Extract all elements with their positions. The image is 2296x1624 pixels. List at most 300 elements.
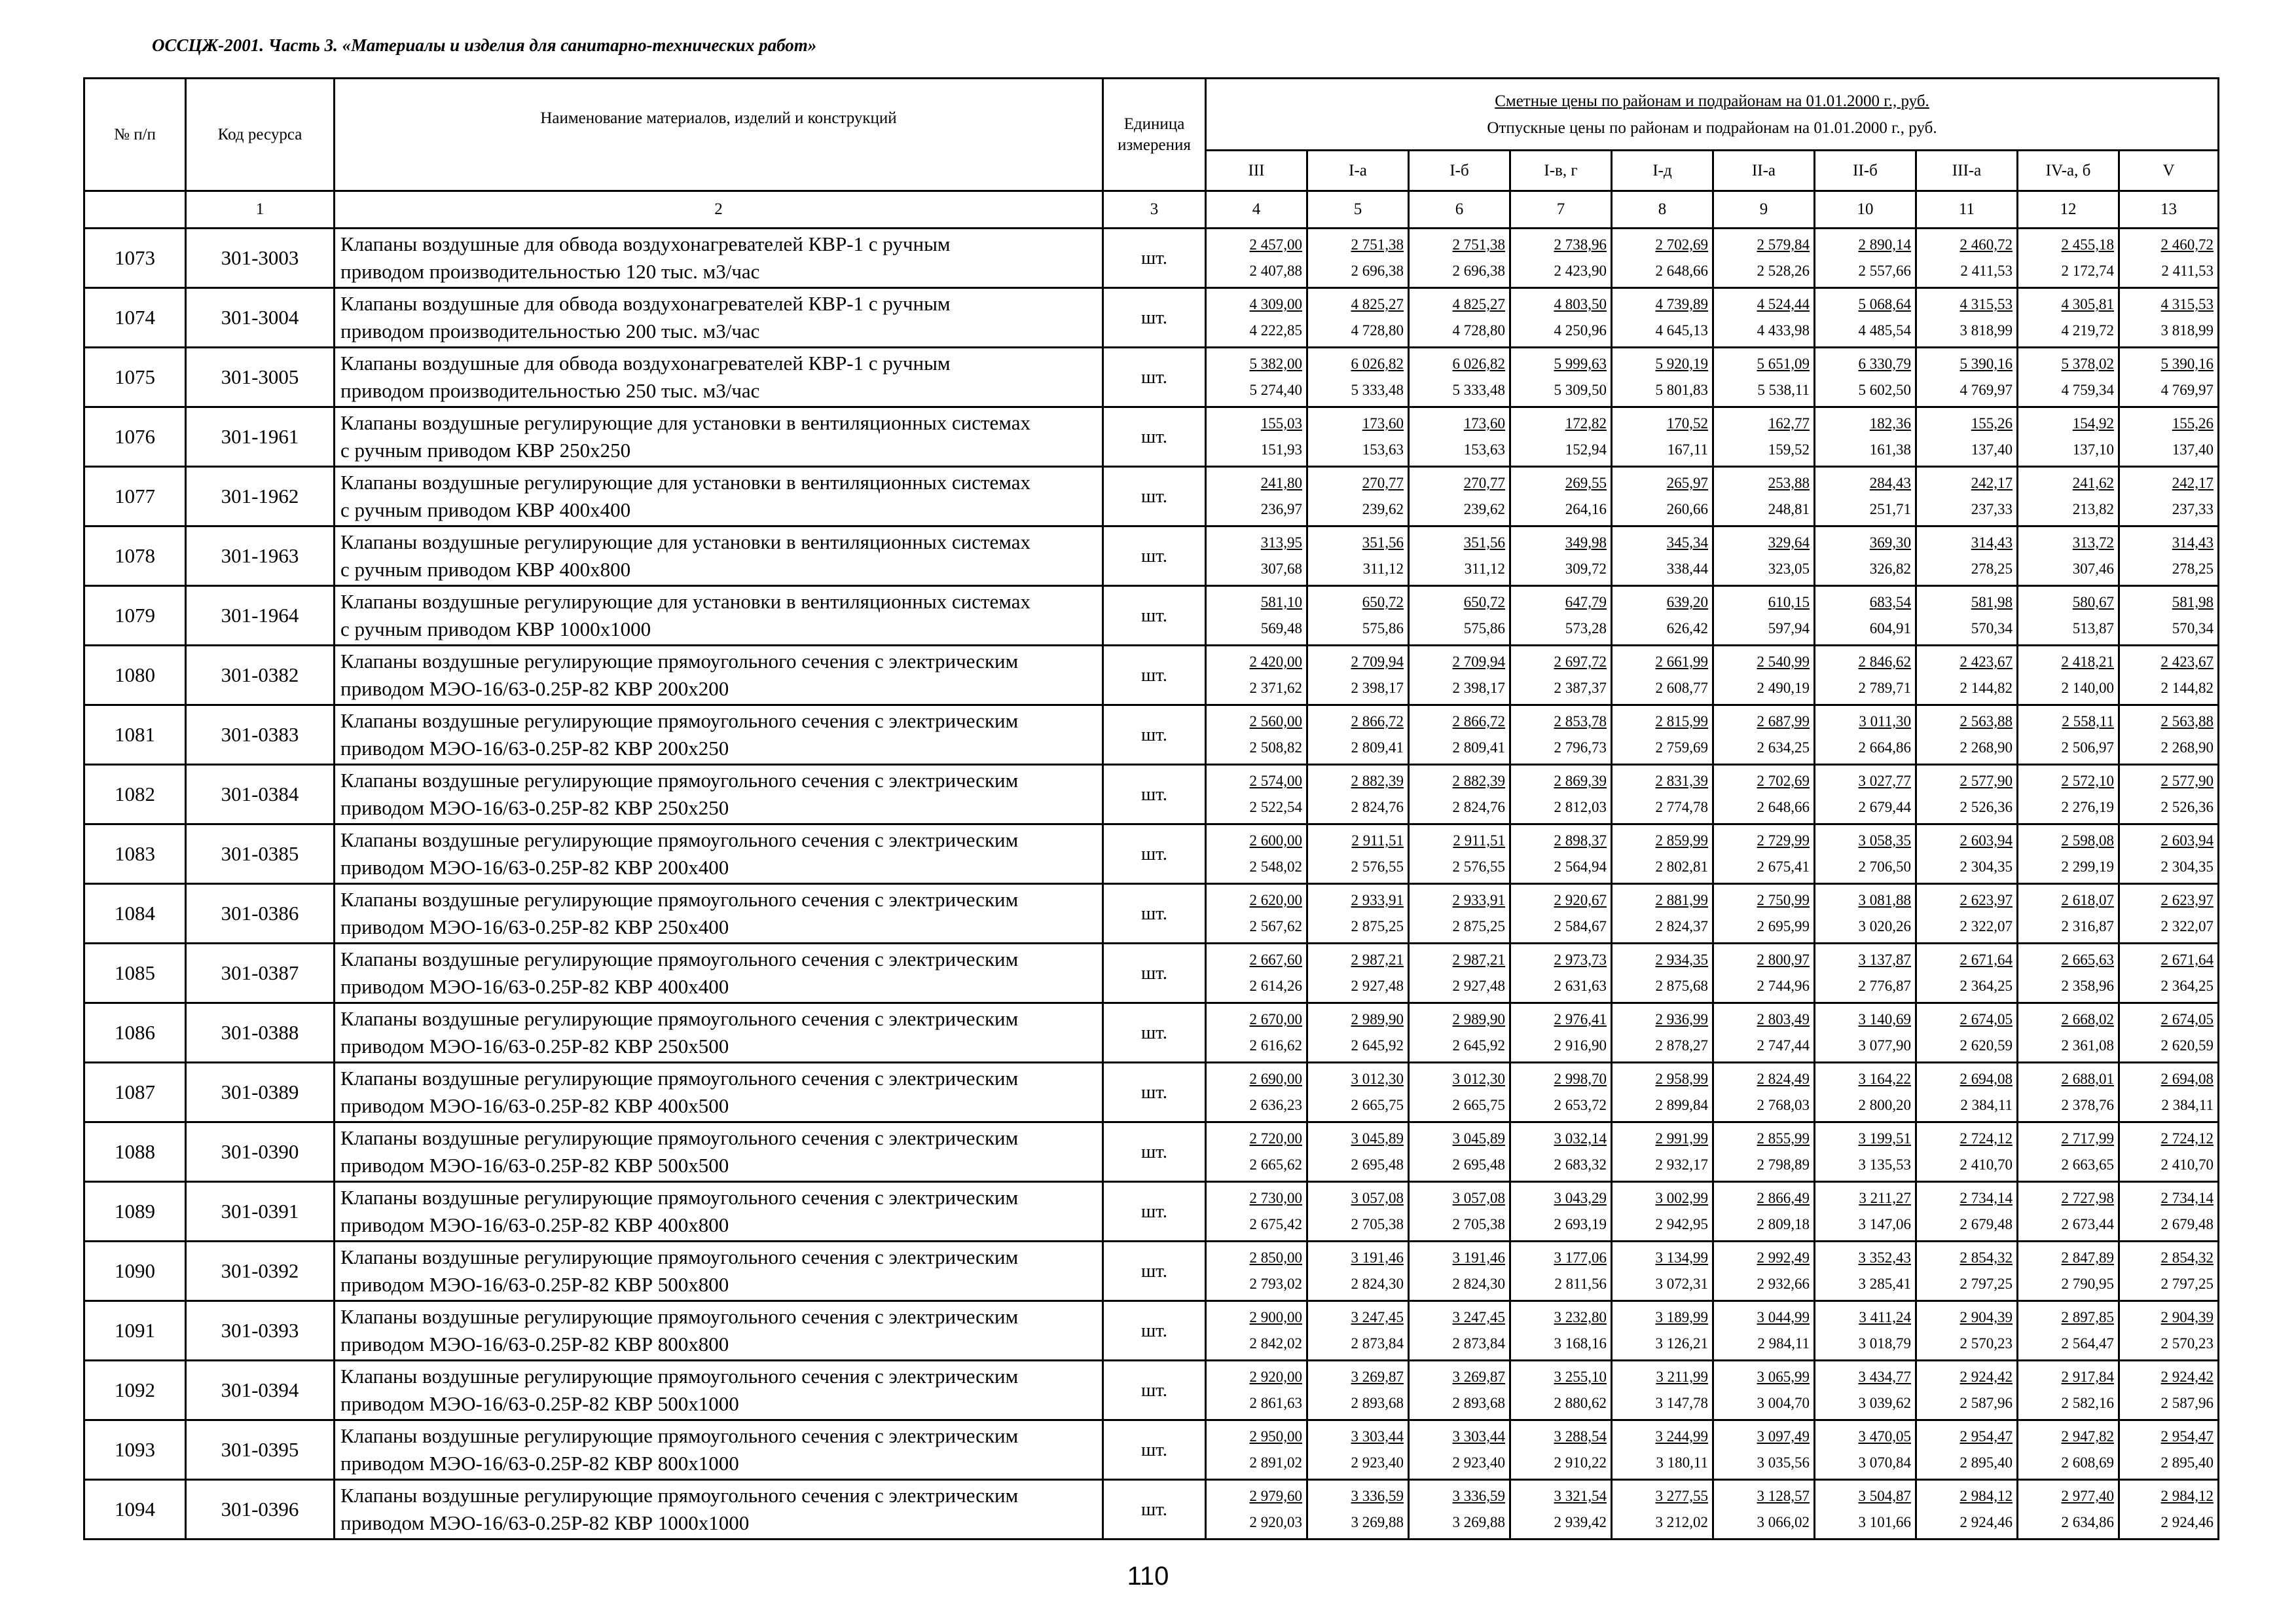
material-name bbox=[335, 288, 1103, 348]
material-name-line-1: Клапаны воздушные регулирующие прямоугольного сечения с электрическим bbox=[340, 888, 1019, 912]
selling-price: 2 802,81 bbox=[1655, 858, 1708, 875]
estimated-price: 580,67 bbox=[2072, 594, 2114, 610]
price-cell bbox=[1713, 824, 1815, 884]
selling-price: 2 587,96 bbox=[2160, 1395, 2214, 1411]
price-cell bbox=[1612, 765, 1713, 824]
price-cell bbox=[1409, 288, 1510, 348]
selling-price: 2 322,07 bbox=[2160, 918, 2214, 934]
selling-price: 2 172,74 bbox=[2061, 263, 2114, 279]
table-row bbox=[84, 765, 2219, 824]
material-name-line-2: приводом МЭО-16/63-0.25Р-82 КВР 250x500 bbox=[340, 1035, 729, 1058]
selling-price: 3 018,79 bbox=[1858, 1335, 1911, 1352]
selling-price: 2 268,90 bbox=[2160, 739, 2214, 756]
selling-price: 2 939,42 bbox=[1554, 1514, 1607, 1530]
material-name-line-1: Клапаны воздушные для обвода воздухонагревателей КВР-1 с ручным bbox=[340, 232, 951, 256]
material-name-line-1: Клапаны воздушные регулирующие прямоугольного сечения с электрическим bbox=[340, 1305, 1019, 1329]
price-cell bbox=[2119, 348, 2219, 407]
column-number: 8 bbox=[1612, 191, 1713, 229]
price-cell bbox=[1815, 1182, 1916, 1242]
price-cell bbox=[2018, 884, 2119, 944]
selling-price: 323,05 bbox=[1768, 561, 1810, 577]
selling-price: 2 811,56 bbox=[1554, 1276, 1607, 1292]
unit-of-measure: шт. bbox=[1103, 765, 1206, 824]
estimated-price: 2 855,99 bbox=[1757, 1130, 1810, 1147]
price-cell bbox=[1612, 1063, 1713, 1122]
selling-price: 2 873,84 bbox=[1351, 1335, 1404, 1352]
material-name bbox=[335, 467, 1103, 526]
estimated-price: 3 177,06 bbox=[1554, 1249, 1607, 1266]
material-name-line-2: с ручным приводом КВР 400x400 bbox=[340, 498, 631, 521]
selling-price: 248,81 bbox=[1768, 501, 1810, 517]
price-cell bbox=[1916, 824, 2018, 884]
selling-price: 2 304,35 bbox=[1959, 858, 2013, 875]
selling-price: 159,52 bbox=[1768, 441, 1810, 458]
region-header: I-д bbox=[1612, 151, 1713, 191]
selling-price: 2 927,48 bbox=[1452, 978, 1505, 994]
estimated-price: 3 247,45 bbox=[1351, 1309, 1404, 1325]
price-cell bbox=[1815, 1242, 1916, 1301]
selling-price: 2 695,48 bbox=[1351, 1156, 1404, 1173]
selling-price: 2 407,88 bbox=[1249, 263, 1302, 279]
price-cell bbox=[1612, 646, 1713, 705]
column-number: 6 bbox=[1409, 191, 1510, 229]
resource-code: 301-0384 bbox=[186, 765, 335, 824]
estimated-price: 3 434,77 bbox=[1858, 1369, 1911, 1385]
estimated-price: 2 815,99 bbox=[1655, 713, 1708, 729]
selling-price: 2 299,19 bbox=[2061, 858, 2114, 875]
price-cell bbox=[2018, 765, 2119, 824]
selling-price: 3 039,62 bbox=[1858, 1395, 1911, 1411]
header-column-numbers bbox=[84, 191, 2219, 229]
selling-price: 2 663,65 bbox=[2061, 1156, 2114, 1173]
selling-price: 2 384,11 bbox=[1960, 1097, 2013, 1113]
price-cell bbox=[1916, 1361, 2018, 1420]
estimated-price: 2 898,37 bbox=[1554, 832, 1607, 849]
price-cell bbox=[2119, 1122, 2219, 1182]
selling-price: 2 861,63 bbox=[1249, 1395, 1302, 1411]
selling-price: 570,34 bbox=[1971, 620, 2013, 637]
region-header: III-а bbox=[1916, 151, 2018, 191]
estimated-price: 2 958,99 bbox=[1655, 1071, 1708, 1087]
estimated-price: 329,64 bbox=[1768, 534, 1810, 551]
material-name-line-2: приводом МЭО-16/63-0.25Р-82 КВР 1000x1000 bbox=[340, 1511, 750, 1534]
estimated-price: 2 882,39 bbox=[1351, 773, 1404, 789]
material-name-line-1: Клапаны воздушные регулирующие для установки в вентиляционных системах bbox=[340, 411, 1030, 435]
table-row bbox=[84, 526, 2219, 586]
unit-of-measure: шт. bbox=[1103, 646, 1206, 705]
selling-price: 2 576,55 bbox=[1351, 858, 1404, 875]
resource-code: 301-3005 bbox=[186, 348, 335, 407]
estimated-price: 2 623,97 bbox=[1959, 892, 2013, 908]
price-cell bbox=[1206, 1301, 1307, 1361]
unit-of-measure: шт. bbox=[1103, 586, 1206, 646]
price-cell bbox=[1409, 646, 1510, 705]
material-name bbox=[335, 348, 1103, 407]
material-name-line-2: приводом МЭО-16/63-0.25Р-82 КВР 200x250 bbox=[340, 737, 729, 760]
price-cell bbox=[1206, 348, 1307, 407]
selling-price: 2 924,46 bbox=[1959, 1514, 2013, 1530]
unit-of-measure: шт. bbox=[1103, 1480, 1206, 1540]
price-cell bbox=[1409, 1182, 1510, 1242]
estimated-price: 5 390,16 bbox=[1959, 356, 2013, 372]
estimated-price: 2 954,47 bbox=[1959, 1428, 2013, 1445]
selling-price: 2 608,69 bbox=[2061, 1454, 2114, 1471]
estimated-price: 610,15 bbox=[1768, 594, 1810, 610]
selling-price: 2 893,68 bbox=[1351, 1395, 1404, 1411]
estimated-price: 2 933,91 bbox=[1351, 892, 1404, 908]
selling-price: 2 411,53 bbox=[1960, 263, 2013, 279]
estimated-price: 155,26 bbox=[1971, 415, 2013, 432]
selling-price: 2 768,03 bbox=[1757, 1097, 1810, 1113]
price-cell bbox=[2018, 348, 2119, 407]
price-cell bbox=[1307, 1301, 1409, 1361]
estimated-price: 3 045,89 bbox=[1452, 1130, 1505, 1147]
material-name-line-2: приводом МЭО-16/63-0.25Р-82 КВР 200x200 bbox=[340, 677, 729, 700]
material-name-line-1: Клапаны воздушные регулирующие прямоугольного сечения с электрическим bbox=[340, 1246, 1019, 1269]
selling-price: 2 276,19 bbox=[2061, 799, 2114, 815]
selling-price: 3 168,16 bbox=[1554, 1335, 1607, 1352]
selling-price: 167,11 bbox=[1667, 441, 1708, 458]
selling-price: 2 358,96 bbox=[2061, 978, 2114, 994]
resource-code: 301-3004 bbox=[186, 288, 335, 348]
estimated-price: 2 697,72 bbox=[1554, 654, 1607, 670]
price-cell bbox=[1713, 586, 1815, 646]
material-name bbox=[335, 824, 1103, 884]
price-cell bbox=[1713, 407, 1815, 467]
region-header: V bbox=[2119, 151, 2219, 191]
table-row bbox=[84, 1480, 2219, 1540]
estimated-price: 3 065,99 bbox=[1757, 1369, 1810, 1385]
estimated-price: 2 665,63 bbox=[2061, 951, 2114, 968]
estimated-price: 314,43 bbox=[2172, 534, 2214, 551]
price-cell bbox=[1206, 407, 1307, 467]
material-name-line-2: приводом МЭО-16/63-0.25Р-82 КВР 800x800 bbox=[340, 1333, 729, 1356]
price-cell bbox=[1409, 586, 1510, 646]
price-cell bbox=[1510, 824, 1612, 884]
price-cell bbox=[1612, 348, 1713, 407]
estimated-price: 2 418,21 bbox=[2061, 654, 2114, 670]
selling-price: 137,40 bbox=[1971, 441, 2013, 458]
selling-price: 2 793,02 bbox=[1249, 1276, 1302, 1292]
estimated-price: 3 504,87 bbox=[1858, 1488, 1911, 1504]
selling-price: 569,48 bbox=[1260, 620, 1302, 637]
estimated-price: 2 890,14 bbox=[1858, 236, 1911, 253]
price-cell bbox=[1206, 526, 1307, 586]
estimated-price: 155,03 bbox=[1260, 415, 1302, 432]
price-cell bbox=[1612, 944, 1713, 1003]
material-name-line-1: Клапаны воздушные регулирующие прямоугольного сечения с электрическим bbox=[340, 948, 1019, 971]
selling-price: 2 620,59 bbox=[2160, 1037, 2214, 1054]
table-row bbox=[84, 1122, 2219, 1182]
price-cell bbox=[1612, 229, 1713, 288]
estimated-price: 3 211,27 bbox=[1859, 1190, 1911, 1206]
selling-price: 2 631,63 bbox=[1554, 978, 1607, 994]
price-cell bbox=[1916, 407, 2018, 467]
estimated-price: 2 987,21 bbox=[1452, 951, 1505, 968]
estimated-price: 3 189,99 bbox=[1655, 1309, 1708, 1325]
column-number: 10 bbox=[1815, 191, 1916, 229]
estimated-price: 2 934,35 bbox=[1655, 951, 1708, 968]
price-cell bbox=[2018, 705, 2119, 765]
price-cell bbox=[1612, 824, 1713, 884]
estimated-price: 2 702,69 bbox=[1757, 773, 1810, 789]
selling-price: 2 824,37 bbox=[1655, 918, 1708, 934]
price-cell bbox=[1307, 646, 1409, 705]
selling-price: 2 673,44 bbox=[2061, 1216, 2114, 1232]
price-cell bbox=[1713, 1242, 1815, 1301]
price-cell bbox=[2119, 1063, 2219, 1122]
resource-code: 301-1961 bbox=[186, 407, 335, 467]
estimated-price: 173,60 bbox=[1362, 415, 1404, 432]
price-cell bbox=[1307, 705, 1409, 765]
estimated-price: 241,62 bbox=[2072, 475, 2114, 491]
selling-price: 2 528,26 bbox=[1757, 263, 1810, 279]
estimated-price: 3 321,54 bbox=[1554, 1488, 1607, 1504]
price-cell bbox=[2119, 1301, 2219, 1361]
price-cell bbox=[1612, 705, 1713, 765]
estimated-price: 2 954,47 bbox=[2160, 1428, 2214, 1445]
estimated-price: 2 694,08 bbox=[1959, 1071, 2013, 1087]
material-name-line-2: приводом производительностью 120 тыс. м3/час bbox=[340, 260, 760, 283]
selling-price: 2 634,86 bbox=[2061, 1514, 2114, 1530]
estimated-price: 265,97 bbox=[1666, 475, 1708, 491]
estimated-price: 241,80 bbox=[1260, 475, 1302, 491]
selling-price: 2 645,92 bbox=[1351, 1037, 1404, 1054]
material-name bbox=[335, 1480, 1103, 1540]
row-number: 1084 bbox=[84, 884, 186, 944]
estimated-price: 2 936,99 bbox=[1655, 1011, 1708, 1027]
table-row bbox=[84, 646, 2219, 705]
estimated-price: 313,95 bbox=[1260, 534, 1302, 551]
price-cell bbox=[1510, 1003, 1612, 1063]
estimated-price: 2 911,51 bbox=[1351, 832, 1404, 849]
selling-price: 2 304,35 bbox=[2160, 858, 2214, 875]
column-number: 11 bbox=[1916, 191, 2018, 229]
material-name-line-1: Клапаны воздушные для обвода воздухонагревателей КВР-1 с ручным bbox=[340, 352, 951, 375]
estimated-price: 173,60 bbox=[1463, 415, 1505, 432]
selling-price: 2 665,62 bbox=[1249, 1156, 1302, 1173]
selling-price: 307,68 bbox=[1260, 561, 1302, 577]
estimated-price: 3 411,24 bbox=[1859, 1309, 1911, 1325]
price-cell bbox=[1815, 1301, 1916, 1361]
row-number: 1080 bbox=[84, 646, 186, 705]
selling-price: 2 774,78 bbox=[1655, 799, 1708, 815]
resource-code: 301-0391 bbox=[186, 1182, 335, 1242]
region-header: IV-а, б bbox=[2018, 151, 2119, 191]
price-cell bbox=[1510, 765, 1612, 824]
material-name-line-2: приводом производительностью 200 тыс. м3/час bbox=[340, 320, 760, 342]
selling-price: 278,25 bbox=[1971, 561, 2013, 577]
estimated-price: 351,56 bbox=[1463, 534, 1505, 551]
selling-price: 3 070,84 bbox=[1858, 1454, 1911, 1471]
price-cell bbox=[1409, 1301, 1510, 1361]
material-name bbox=[335, 944, 1103, 1003]
price-cell bbox=[1409, 467, 1510, 526]
material-name bbox=[335, 1003, 1103, 1063]
resource-code: 301-1963 bbox=[186, 526, 335, 586]
price-cell bbox=[1409, 1063, 1510, 1122]
estimated-price: 5 068,64 bbox=[1858, 296, 1911, 312]
price-cell bbox=[1206, 1480, 1307, 1540]
resource-code: 301-1964 bbox=[186, 586, 335, 646]
price-cell bbox=[2018, 646, 2119, 705]
estimated-price: 2 460,72 bbox=[1959, 236, 2013, 253]
selling-price: 2 526,36 bbox=[2160, 799, 2214, 815]
table-row bbox=[84, 824, 2219, 884]
selling-price: 2 873,84 bbox=[1452, 1335, 1505, 1352]
price-cell bbox=[1307, 1480, 1409, 1540]
selling-price: 2 570,23 bbox=[1959, 1335, 2013, 1352]
price-cell bbox=[1409, 944, 1510, 1003]
estimated-price: 2 709,94 bbox=[1351, 654, 1404, 670]
price-cell bbox=[2018, 1003, 2119, 1063]
selling-price: 2 490,19 bbox=[1757, 680, 1810, 696]
price-cell bbox=[1206, 944, 1307, 1003]
selling-price: 151,93 bbox=[1260, 441, 1302, 458]
estimated-price: 2 674,05 bbox=[1959, 1011, 2013, 1027]
selling-price: 2 932,17 bbox=[1655, 1156, 1708, 1173]
table-row bbox=[84, 944, 2219, 1003]
estimated-price: 155,26 bbox=[2172, 415, 2214, 432]
material-name-line-1: Клапаны воздушные регулирующие прямоугольного сечения с электрическим bbox=[340, 1484, 1019, 1507]
column-number: 3 bbox=[1103, 191, 1206, 229]
estimated-price: 5 378,02 bbox=[2061, 356, 2114, 372]
price-cell bbox=[1206, 229, 1307, 288]
region-header: I-б bbox=[1409, 151, 1510, 191]
selling-price: 4 645,13 bbox=[1655, 322, 1708, 339]
price-cell bbox=[1815, 288, 1916, 348]
column-number: 12 bbox=[2018, 191, 2119, 229]
material-name-line-1: Клапаны воздушные регулирующие прямоугольного сечения с электрическим bbox=[340, 1424, 1019, 1448]
material-name bbox=[335, 407, 1103, 467]
estimated-price: 2 690,00 bbox=[1249, 1071, 1302, 1087]
selling-price: 2 695,99 bbox=[1757, 918, 1810, 934]
estimated-price: 5 920,19 bbox=[1655, 356, 1708, 372]
estimated-price: 2 423,67 bbox=[2160, 654, 2214, 670]
selling-price: 3 147,06 bbox=[1858, 1216, 1911, 1232]
price-cell bbox=[2018, 526, 2119, 586]
estimated-price: 3 336,59 bbox=[1351, 1488, 1404, 1504]
row-number: 1073 bbox=[84, 229, 186, 288]
selling-price: 626,42 bbox=[1666, 620, 1708, 637]
material-name-line-2: приводом МЭО-16/63-0.25Р-82 КВР 400x500 bbox=[340, 1094, 729, 1117]
selling-price: 3 072,31 bbox=[1655, 1276, 1708, 1292]
resource-code: 301-0383 bbox=[186, 705, 335, 765]
price-cell bbox=[1409, 1420, 1510, 1480]
material-name-line-1: Клапаны воздушные регулирующие для установки в вентиляционных системах bbox=[340, 471, 1030, 494]
selling-price: 3 077,90 bbox=[1858, 1037, 1911, 1054]
unit-of-measure: шт. bbox=[1103, 407, 1206, 467]
selling-price: 575,86 bbox=[1463, 620, 1505, 637]
row-number: 1081 bbox=[84, 705, 186, 765]
estimated-price: 2 694,08 bbox=[2160, 1071, 2214, 1087]
material-name-line-1: Клапаны воздушные регулирующие прямоугольного сечения с электрическим bbox=[340, 1186, 1019, 1209]
estimated-price: 3 211,99 bbox=[1656, 1369, 1708, 1385]
estimated-price: 3 012,30 bbox=[1452, 1071, 1505, 1087]
price-cell bbox=[2119, 288, 2219, 348]
estimated-price: 639,20 bbox=[1666, 594, 1708, 610]
estimated-price: 3 244,99 bbox=[1655, 1428, 1708, 1445]
price-cell bbox=[1815, 348, 1916, 407]
selling-price: 4 728,80 bbox=[1452, 322, 1505, 339]
selling-price: 2 567,62 bbox=[1249, 918, 1302, 934]
estimated-price: 3 137,87 bbox=[1858, 951, 1911, 968]
material-name-line-1: Клапаны воздушные регулирующие прямоугольного сечения с электрическим bbox=[340, 650, 1019, 673]
material-name-line-2: с ручным приводом КВР 250x250 bbox=[340, 439, 631, 462]
selling-price: 2 895,40 bbox=[2160, 1454, 2214, 1471]
selling-price: 2 587,96 bbox=[1959, 1395, 2013, 1411]
material-name bbox=[335, 1063, 1103, 1122]
price-cell bbox=[2018, 1301, 2119, 1361]
selling-price: 153,63 bbox=[1463, 441, 1505, 458]
material-name-line-2: с ручным приводом КВР 400x800 bbox=[340, 558, 631, 581]
selling-price: 4 250,96 bbox=[1554, 322, 1607, 339]
selling-price: 2 875,25 bbox=[1351, 918, 1404, 934]
header-no: № п/п bbox=[84, 79, 186, 191]
selling-price: 2 584,67 bbox=[1554, 918, 1607, 934]
table-row bbox=[84, 1361, 2219, 1420]
selling-price: 3 126,21 bbox=[1655, 1335, 1708, 1352]
estimated-price: 2 730,00 bbox=[1249, 1190, 1302, 1206]
running-title: ОССЦЖ-2001. Часть 3. «Материалы и изделия для санитарно-технических работ» bbox=[152, 35, 817, 55]
material-name bbox=[335, 646, 1103, 705]
estimated-price: 6 026,82 bbox=[1452, 356, 1505, 372]
price-cell bbox=[1713, 1361, 1815, 1420]
price-cell bbox=[1307, 348, 1409, 407]
selling-price: 2 776,87 bbox=[1858, 978, 1911, 994]
selling-price: 2 634,25 bbox=[1757, 739, 1810, 756]
price-cell bbox=[1409, 705, 1510, 765]
price-cell bbox=[1815, 1003, 1916, 1063]
resource-code: 301-0395 bbox=[186, 1420, 335, 1480]
selling-price: 3 212,02 bbox=[1655, 1514, 1708, 1530]
estimated-price: 4 803,50 bbox=[1554, 296, 1607, 312]
material-name bbox=[335, 1122, 1103, 1182]
selling-price: 2 809,18 bbox=[1757, 1216, 1810, 1232]
material-name bbox=[335, 705, 1103, 765]
price-cell bbox=[1510, 348, 1612, 407]
price-cell bbox=[1612, 526, 1713, 586]
estimated-price: 2 984,12 bbox=[2160, 1488, 2214, 1504]
estimated-price: 2 420,00 bbox=[1249, 654, 1302, 670]
price-cell bbox=[2119, 1480, 2219, 1540]
table-row bbox=[84, 467, 2219, 526]
selling-price: 2 268,90 bbox=[1959, 739, 2013, 756]
selling-price: 2 893,68 bbox=[1452, 1395, 1505, 1411]
selling-price: 2 679,44 bbox=[1858, 799, 1911, 815]
estimated-price: 2 687,99 bbox=[1757, 713, 1810, 729]
price-cell bbox=[1510, 467, 1612, 526]
selling-price: 2 526,36 bbox=[1959, 799, 2013, 815]
price-cell bbox=[1409, 1480, 1510, 1540]
price-cell bbox=[2018, 1063, 2119, 1122]
estimated-price: 581,98 bbox=[2172, 594, 2214, 610]
estimated-price: 2 854,32 bbox=[2160, 1249, 2214, 1266]
price-table bbox=[83, 77, 2219, 1540]
selling-price: 2 664,86 bbox=[1858, 739, 1911, 756]
estimated-price: 2 738,96 bbox=[1554, 236, 1607, 253]
material-name-line-2: приводом МЭО-16/63-0.25Р-82 КВР 500x500 bbox=[340, 1154, 729, 1177]
estimated-price: 2 900,00 bbox=[1249, 1309, 1302, 1325]
selling-price: 4 485,54 bbox=[1858, 322, 1911, 339]
price-cell bbox=[1206, 646, 1307, 705]
selling-price: 575,86 bbox=[1362, 620, 1404, 637]
price-cell bbox=[2119, 229, 2219, 288]
estimated-price: 2 917,84 bbox=[2061, 1369, 2114, 1385]
price-cell bbox=[1510, 229, 1612, 288]
estimated-price: 3 043,29 bbox=[1554, 1190, 1607, 1206]
table-body bbox=[84, 229, 2219, 1540]
